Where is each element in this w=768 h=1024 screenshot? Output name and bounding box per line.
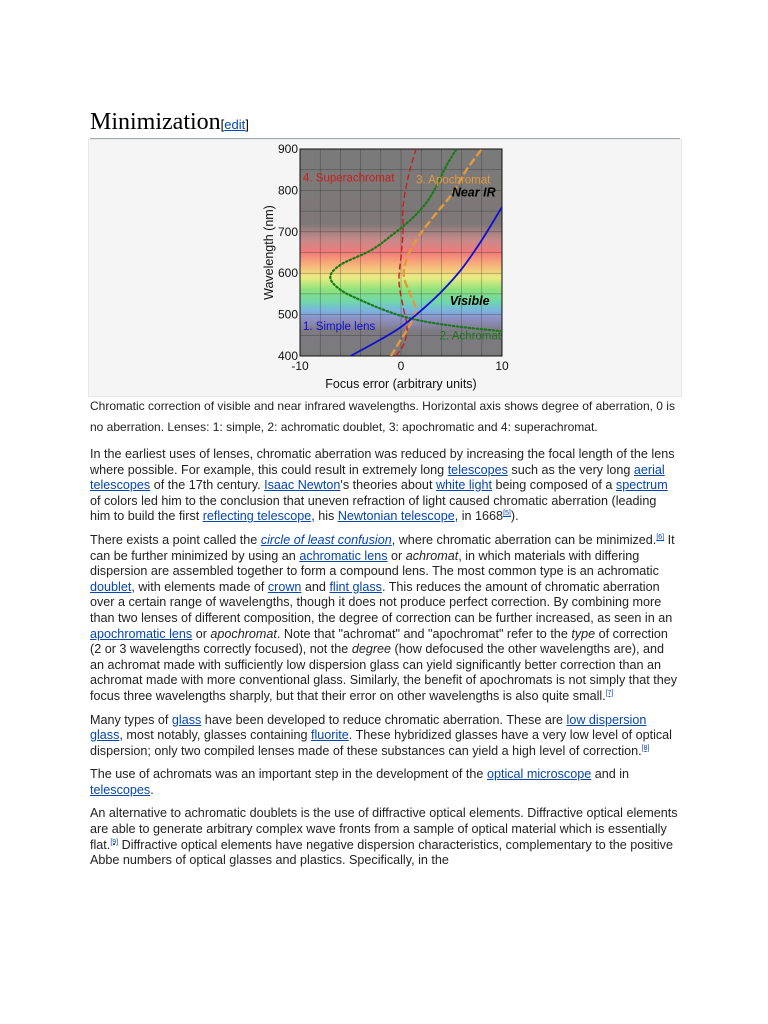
link-aerial-telescopes[interactable]: aerial telescopes <box>90 462 665 493</box>
reference-8 <box>642 745 650 752</box>
link-telescopes[interactable]: telescopes <box>447 462 508 477</box>
reference-7 <box>606 690 614 697</box>
region-label-visible: Visible <box>449 294 490 309</box>
y-tick-label: 400 <box>277 349 298 363</box>
section-title: Minimization <box>90 109 221 135</box>
link-flint-glass[interactable]: flint glass <box>329 579 382 594</box>
link-crown[interactable]: crown <box>267 579 302 594</box>
reference-5-link[interactable]: [5] <box>503 510 511 518</box>
x-tick-label: -10 <box>291 359 309 373</box>
paragraph-5: An alternative to achromatic doublets is the use of diffractive optical elements. Diffractive optical elements are able to generate arbitrary complex wave fronts from a sample of optical material which is essentially flat.[9] Diffractive optical elements have negative dispersion characteristics, complementary to the positive Abbe numbers of optical glasses and plastics. Specifically, in the <box>90 806 678 868</box>
link-telescopes-2[interactable]: telescopes <box>90 782 151 797</box>
link-glass[interactable]: glass <box>171 712 202 727</box>
series-label-1: 1. Simple lens <box>303 320 376 333</box>
paragraph-4: The use of achromats was an important step in the development of the optical microscope and in telescopes. <box>90 767 630 797</box>
link-spectrum[interactable]: spectrum <box>615 478 668 493</box>
article-body <box>90 447 680 877</box>
figure-box <box>88 139 682 397</box>
link-doublet[interactable]: doublet <box>90 579 132 594</box>
section-heading <box>90 108 680 139</box>
reference-9-link[interactable]: [9] <box>110 838 119 846</box>
link-fluorite[interactable]: fluorite <box>310 728 349 743</box>
reference-8-link[interactable]: [8] <box>641 744 650 752</box>
series-label-4: 4. Superachromat <box>303 172 395 185</box>
link-optical-microscope[interactable]: optical microscope <box>486 767 592 782</box>
link-reflecting-telescope[interactable]: reflecting telescope <box>202 509 312 524</box>
reference-6-link[interactable]: [6] <box>656 533 665 541</box>
reference-6 <box>656 534 664 541</box>
link-circle-of-least-confusion[interactable]: circle of least confusion <box>260 532 392 547</box>
chromatic-correction-chart <box>89 140 681 396</box>
reference-9 <box>110 838 118 845</box>
link-achromatic-lens[interactable]: achromatic lens <box>299 548 388 563</box>
x-tick-label: 0 <box>397 359 405 373</box>
edit-link[interactable]: edit <box>224 117 246 132</box>
link-low-dispersion-glass[interactable]: low dispersion glass <box>90 712 647 743</box>
link-newtonian-telescope[interactable]: Newtonian telescope <box>337 509 455 524</box>
paragraph-1: In the earliest uses of lenses, chromatic aberration was reduced by increasing the focal length of the lens where possible. For example, this could result in extremely long telescopes such as the very long aerial telescopes of the 17th century. Isaac Newton's theories about white light being composed of a spectrum of colors led him to the conclusion that uneven refraction of light caused chromatic aberration (leading him to build the first reflecting telescope, his Newtonian telescope, in 1668[5]). <box>90 447 675 524</box>
paragraph-2: There exists a point called the circle of least confusion, where chromatic aberration can be minimized.[6] It can be further minimized by using an achromatic lens or achromat, in which materials with differing dispersion are assembled together to form a compound lens. The most common type is an achromatic doublet, with elements made of crown and flint glass. This reduces the amount of chromatic aberration over a certain range of wavelengths, though it does not produce perfect correction. By combining more than two lenses of different composition, the degree of correction can be further increased, as seen in an apochromatic lens or apochromat. Note that "achromat" and "apochromat" refer to the type of correction (2 or 3 wavelengths correctly focused), not the degree (how defocused the other wavelengths are), and an achromat made with sufficiently low dispersion glass can yield significantly better correction than an achromat made with more conventional glass. Similarly, the benefit of apochromats is not simply that they focus three wavelengths sharply, but that their error on other wavelengths is also quite small.[7] <box>90 532 678 703</box>
reference-7-link[interactable]: [7] <box>605 689 614 697</box>
paragraph-3: Many types of glass have been developed to reduce chromatic aberration. These are low dispersion glass, most notably, glasses containing fluorite. These hybridized glasses have a very low level of optical dispersion; only two compiled lenses made of these substances can yield a high level of correction.[8] <box>90 712 672 758</box>
region-label-near-ir: Near IR <box>451 185 496 200</box>
figure-caption: Chromatic correction of visible and near infrared wavelengths. Horizontal axis shows degree of aberration, 0 is no aberration. Lenses: 1: simple, 2: achromatic doublet, 3: apochromatic and 4: superachromat. <box>90 399 675 434</box>
series-label-3: 3. Apochromat <box>416 174 491 187</box>
x-tick-label: 10 <box>495 359 509 373</box>
y-tick-label: 800 <box>277 183 298 198</box>
link-isaac-newton[interactable]: Isaac Newton <box>264 478 341 493</box>
link-apochromatic-lens[interactable]: apochromatic lens <box>90 626 193 641</box>
x-axis-title: Focus error (arbitrary units) <box>325 377 477 391</box>
edit-section: [edit] <box>220 117 249 132</box>
reference-5 <box>503 510 511 517</box>
link-white-light[interactable]: white light <box>435 478 492 493</box>
y-tick-label: 900 <box>277 142 298 156</box>
series-label-2: 2. Achromat <box>439 330 501 343</box>
y-tick-label: 500 <box>277 307 298 322</box>
y-tick-label: 600 <box>277 266 298 281</box>
y-tick-label: 700 <box>277 224 298 239</box>
y-axis-title: Wavelength (nm) <box>262 205 276 300</box>
